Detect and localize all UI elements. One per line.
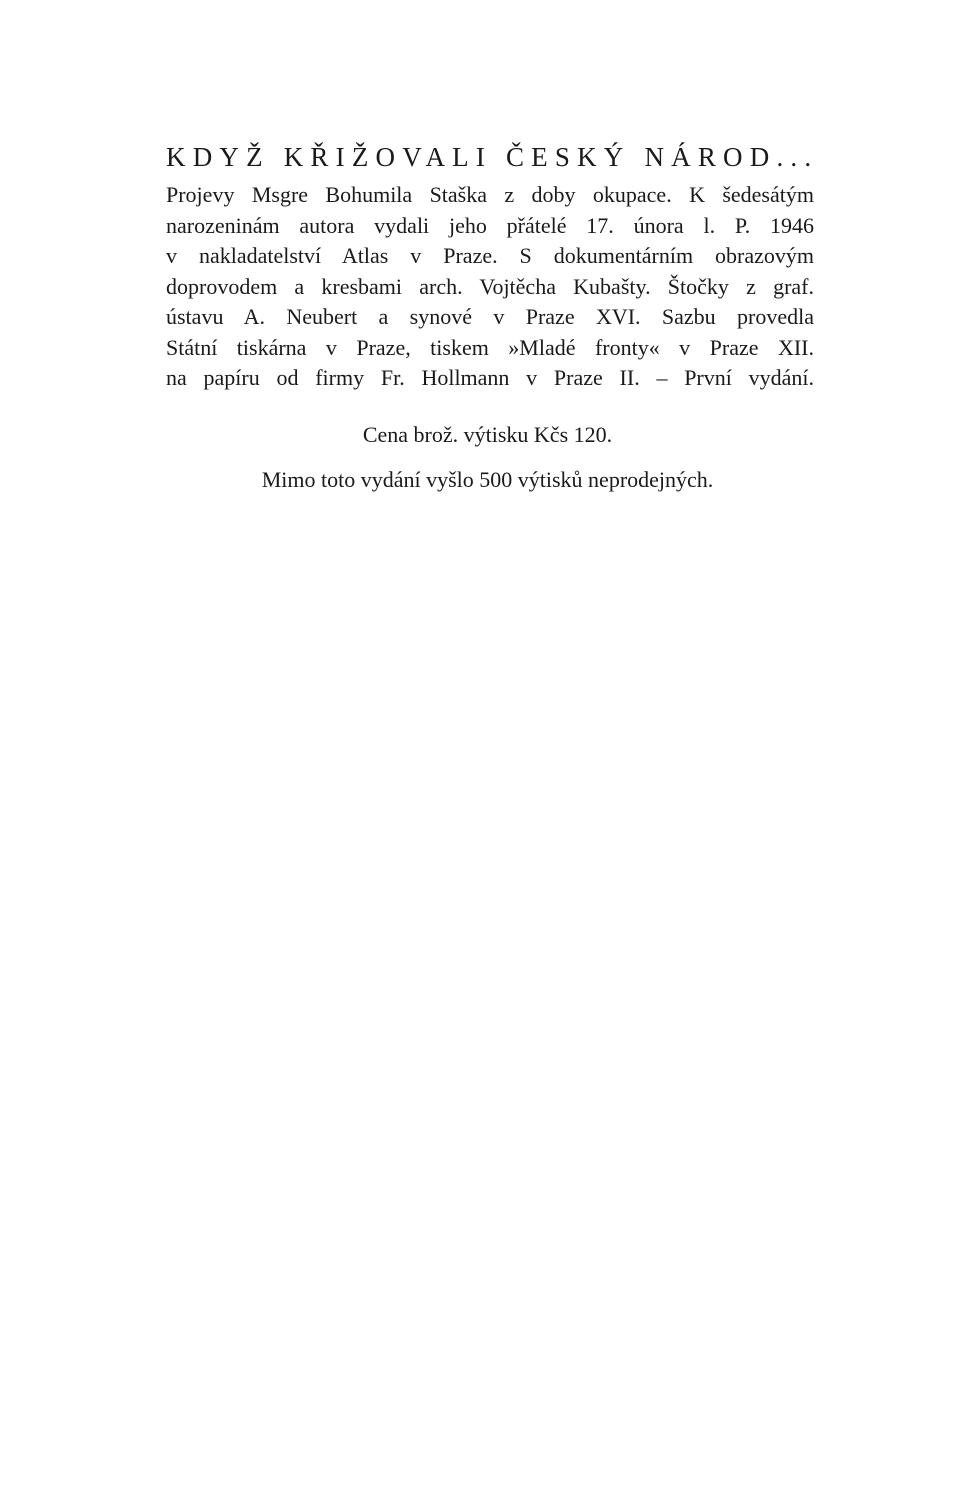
imprint-line: v nakladatelství Atlas v Praze. S dokumentárním obrazovým — [166, 243, 814, 268]
imprint-paragraph — [166, 180, 814, 394]
book-title: KDYŽ KŘIŽOVALI ČESKÝ NÁROD... — [166, 142, 819, 172]
imprint-line: Projevy Msgre Bohumila Staška z doby okupace. K šedesátým — [166, 182, 814, 207]
imprint-line: na papíru od firmy Fr. Hollmann v Praze II. – První vydání. — [166, 365, 814, 390]
price-line: Cena brož. výtisku Kčs 120. — [362, 422, 613, 447]
imprint-line: doprovodem a kresbami arch. Vojtěcha Kubašty. Štočky z graf. — [166, 273, 814, 299]
edition-note: Mimo toto vydání vyšlo 500 výtisků neprodejných. — [261, 467, 714, 492]
imprint-line: ústavu A. Neubert a synové v Praze XVI. Sazbu provedla — [166, 304, 814, 329]
imprint-line: Státní tiskárna v Praze, tiskem »Mladé fronty« v Praze XII. — [166, 334, 814, 360]
imprint-line: narozeninám autora vydali jeho přátelé 17. února l. P. 1946 — [166, 212, 814, 238]
colophon-block — [166, 138, 819, 394]
